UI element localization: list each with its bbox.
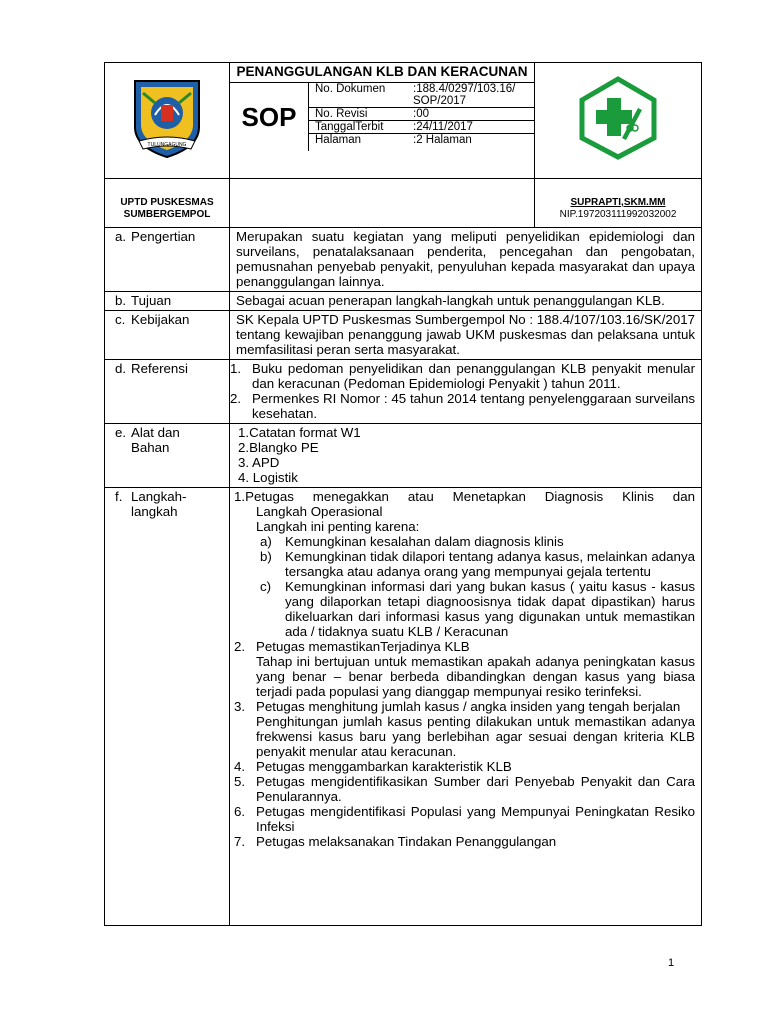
section-label-pengertian: [105, 228, 230, 292]
step-item: [234, 759, 695, 774]
page-number: 1: [668, 957, 675, 969]
section-label-tujuan: [105, 292, 230, 311]
step-item: [234, 834, 695, 849]
section-label-text: Kebijakan: [131, 312, 190, 327]
list-item: 1.Catatan format W1: [238, 425, 361, 440]
step-description: Tahap ini bertujuan untuk memastikan apakah adanya peningkatan kasus yang benar – benar berbeda dibandingkan dengan kasus yang biasa terjadi pada populasi yang dianggap mempunyai resiko terinfeksi.: [256, 654, 695, 699]
list-item: 2.Blangko PE: [238, 440, 319, 455]
meta-value: :2 Halaman: [413, 134, 472, 146]
section-content-kebijakan: SK Kepala UPTD Puskesmas Sumbergempol No : 188.4/107/103.16/SK/2017 tentang kewajiban penanggung jawab UKM puskesmas dan pelaksana untuk memfasilitasi peran serta masyarakat.: [230, 311, 702, 360]
section-letter: b.: [115, 293, 127, 308]
list-item: 3. APD: [238, 455, 280, 470]
step-item: [234, 804, 695, 834]
section-letter: d.: [115, 361, 127, 376]
step-number: 5.: [234, 774, 246, 789]
section-label-langkah: [105, 488, 230, 926]
meta-row: [309, 108, 534, 121]
section-letter: a.: [115, 229, 127, 244]
sub-item: [234, 549, 695, 579]
step-number: 2.: [234, 639, 246, 654]
step-title: Petugas menghitung jumlah kasus / angka insiden yang tengah berjalan: [256, 699, 681, 714]
meta-key: No. Dokumen: [315, 83, 386, 95]
section-label-text: Tujuan: [131, 293, 172, 308]
step-title: Petugas memastikanTerjadinya KLB: [256, 639, 470, 654]
step-title: 1.Petugas menegakkan atau Menetapkan Diagnosis Klinis dan: [234, 489, 695, 504]
sub-number: c): [260, 579, 272, 594]
step-item: [234, 639, 695, 654]
meta-value: :188.4/0297/103.16/ SOP/2017: [413, 83, 516, 107]
organization-name: UPTD PUSKESMAS SUMBERGEMPOL: [105, 179, 230, 228]
meta-key: Halaman: [315, 134, 362, 146]
section-label-text: Referensi: [131, 361, 188, 376]
meta-key: TanggalTerbit: [315, 121, 384, 133]
list-number: 1.: [230, 361, 242, 376]
sop-document-table: [104, 62, 702, 926]
section-label-referensi: [105, 360, 230, 424]
list-text: Buku pedoman penyelidikan dan penanggulangan KLB penyakit menular dan keracunan (Pedoman Epidemiologi Penyakit ) tahun 2011.: [252, 361, 695, 391]
section-letter: e.: [115, 425, 127, 440]
sub-text: Kemungkinan tidak dilapori tentang adanya kasus, melainkan adanya tersangka atau adanya orang yang mempunyai gejala tertentu: [285, 549, 695, 579]
list-number: 2.: [230, 391, 242, 406]
sub-number: b): [260, 549, 272, 564]
document-title: PENANGGULANGAN KLB DAN KERACUNAN: [230, 63, 534, 83]
sop-label: SOP: [230, 83, 309, 151]
step-number: 7.: [234, 834, 246, 849]
section-letter: f.: [115, 489, 123, 504]
section-label-kebijakan: [105, 311, 230, 360]
header-middle-cell: [230, 63, 535, 179]
section-letter: c.: [115, 312, 126, 327]
step-title: Langkah Operasional: [256, 504, 383, 519]
meta-row: [309, 83, 534, 108]
step-item: [234, 699, 695, 714]
step-item: [234, 774, 695, 804]
signature-cell: [535, 179, 702, 228]
blank-cell: [230, 179, 535, 228]
section-content-tujuan: Sebagai acuan penerapan langkah-langkah untuk penanggulangan KLB.: [230, 292, 702, 311]
section-label-alat: [105, 424, 230, 488]
step-title: Petugas melaksanakan Tindakan Penanggulangan: [256, 834, 557, 849]
section-label-text: Alat dan: [131, 425, 180, 440]
section-label-text: Bahan: [131, 440, 170, 455]
tulungagung-emblem-icon: [125, 75, 209, 161]
step-title: Petugas menggambarkan karakteristik KLB: [256, 759, 512, 774]
signer-name: SUPRAPTI,SKM.MM: [570, 197, 666, 208]
sub-number: a): [260, 534, 272, 549]
logo-banner-text: TULUNGAGUNG: [147, 142, 187, 148]
step-number: 4.: [234, 759, 246, 774]
section-content-alat: [230, 424, 702, 488]
sub-text: Kemungkinan informasi dari yang bukan kasus ( yaitu kasus - kasus yang dilaporkan tetapi diagnoosisnya tidak dapat dipastikan) harus dikeluarkan dari informasi kasus yang digunakan untuk memastikan ada / tidaknya suatu KLB / Keracunan: [285, 579, 695, 639]
step-number: 3.: [234, 699, 246, 714]
signer-nip: NIP.197203111992032002: [559, 209, 677, 220]
list-item: [230, 391, 695, 421]
list-item: 4. Logistik: [238, 470, 298, 485]
section-label-text: Pengertian: [131, 229, 196, 244]
section-content-langkah: [230, 488, 702, 926]
step-description: Penghitungan jumlah kasus penting dilakukan untuk memastikan adanya frekwensi kasus baru yang berlebihan agar sesuai dengan kriteria KLB penyakit menular atau keracunan.: [256, 714, 695, 759]
step-description: Langkah ini penting karena:: [256, 519, 420, 534]
list-text: Permenkes RI Nomor : 45 tahun 2014 tentang penyelenggaraan surveilans kesehatan.: [252, 391, 695, 421]
step-title: Petugas mengidentifikasikan Sumber dari Penyebab Penyakit dan Cara Penularannya.: [256, 774, 695, 804]
sub-text: Kemungkinan kesalahan dalam diagnosis klinis: [285, 534, 564, 549]
section-content-referensi: [230, 360, 702, 424]
right-logo-cell: [535, 63, 702, 179]
section-label-text: Langkah-: [131, 489, 187, 504]
puskesmas-logo-icon: [576, 76, 660, 160]
meta-row: [309, 134, 534, 146]
left-logo-cell: [105, 63, 230, 179]
meta-value: :00: [413, 108, 429, 120]
sub-item: [234, 579, 695, 639]
list-item: [230, 361, 695, 391]
step-title: Petugas mengidentifikasi Populasi yang Mempunyai Peningkatan Resiko Infeksi: [256, 804, 695, 834]
meta-value: :24/11/2017: [413, 121, 473, 133]
section-content-pengertian: Merupakan suatu kegiatan yang meliputi penyelidikan epidemiologi dan surveilans, penatalaksanaan penderita, pencegahan dan pengobatan, pemusnahan penyebab penyakit, penyuluhan kepada masyarakat dan upaya penanggulangan lainnya.: [230, 228, 702, 292]
meta-row: [309, 121, 534, 134]
sub-item: [234, 534, 695, 549]
step-number: 6.: [234, 804, 246, 819]
section-label-text: langkah: [131, 504, 178, 519]
meta-key: No. Revisi: [315, 108, 368, 120]
document-meta: [309, 83, 534, 151]
